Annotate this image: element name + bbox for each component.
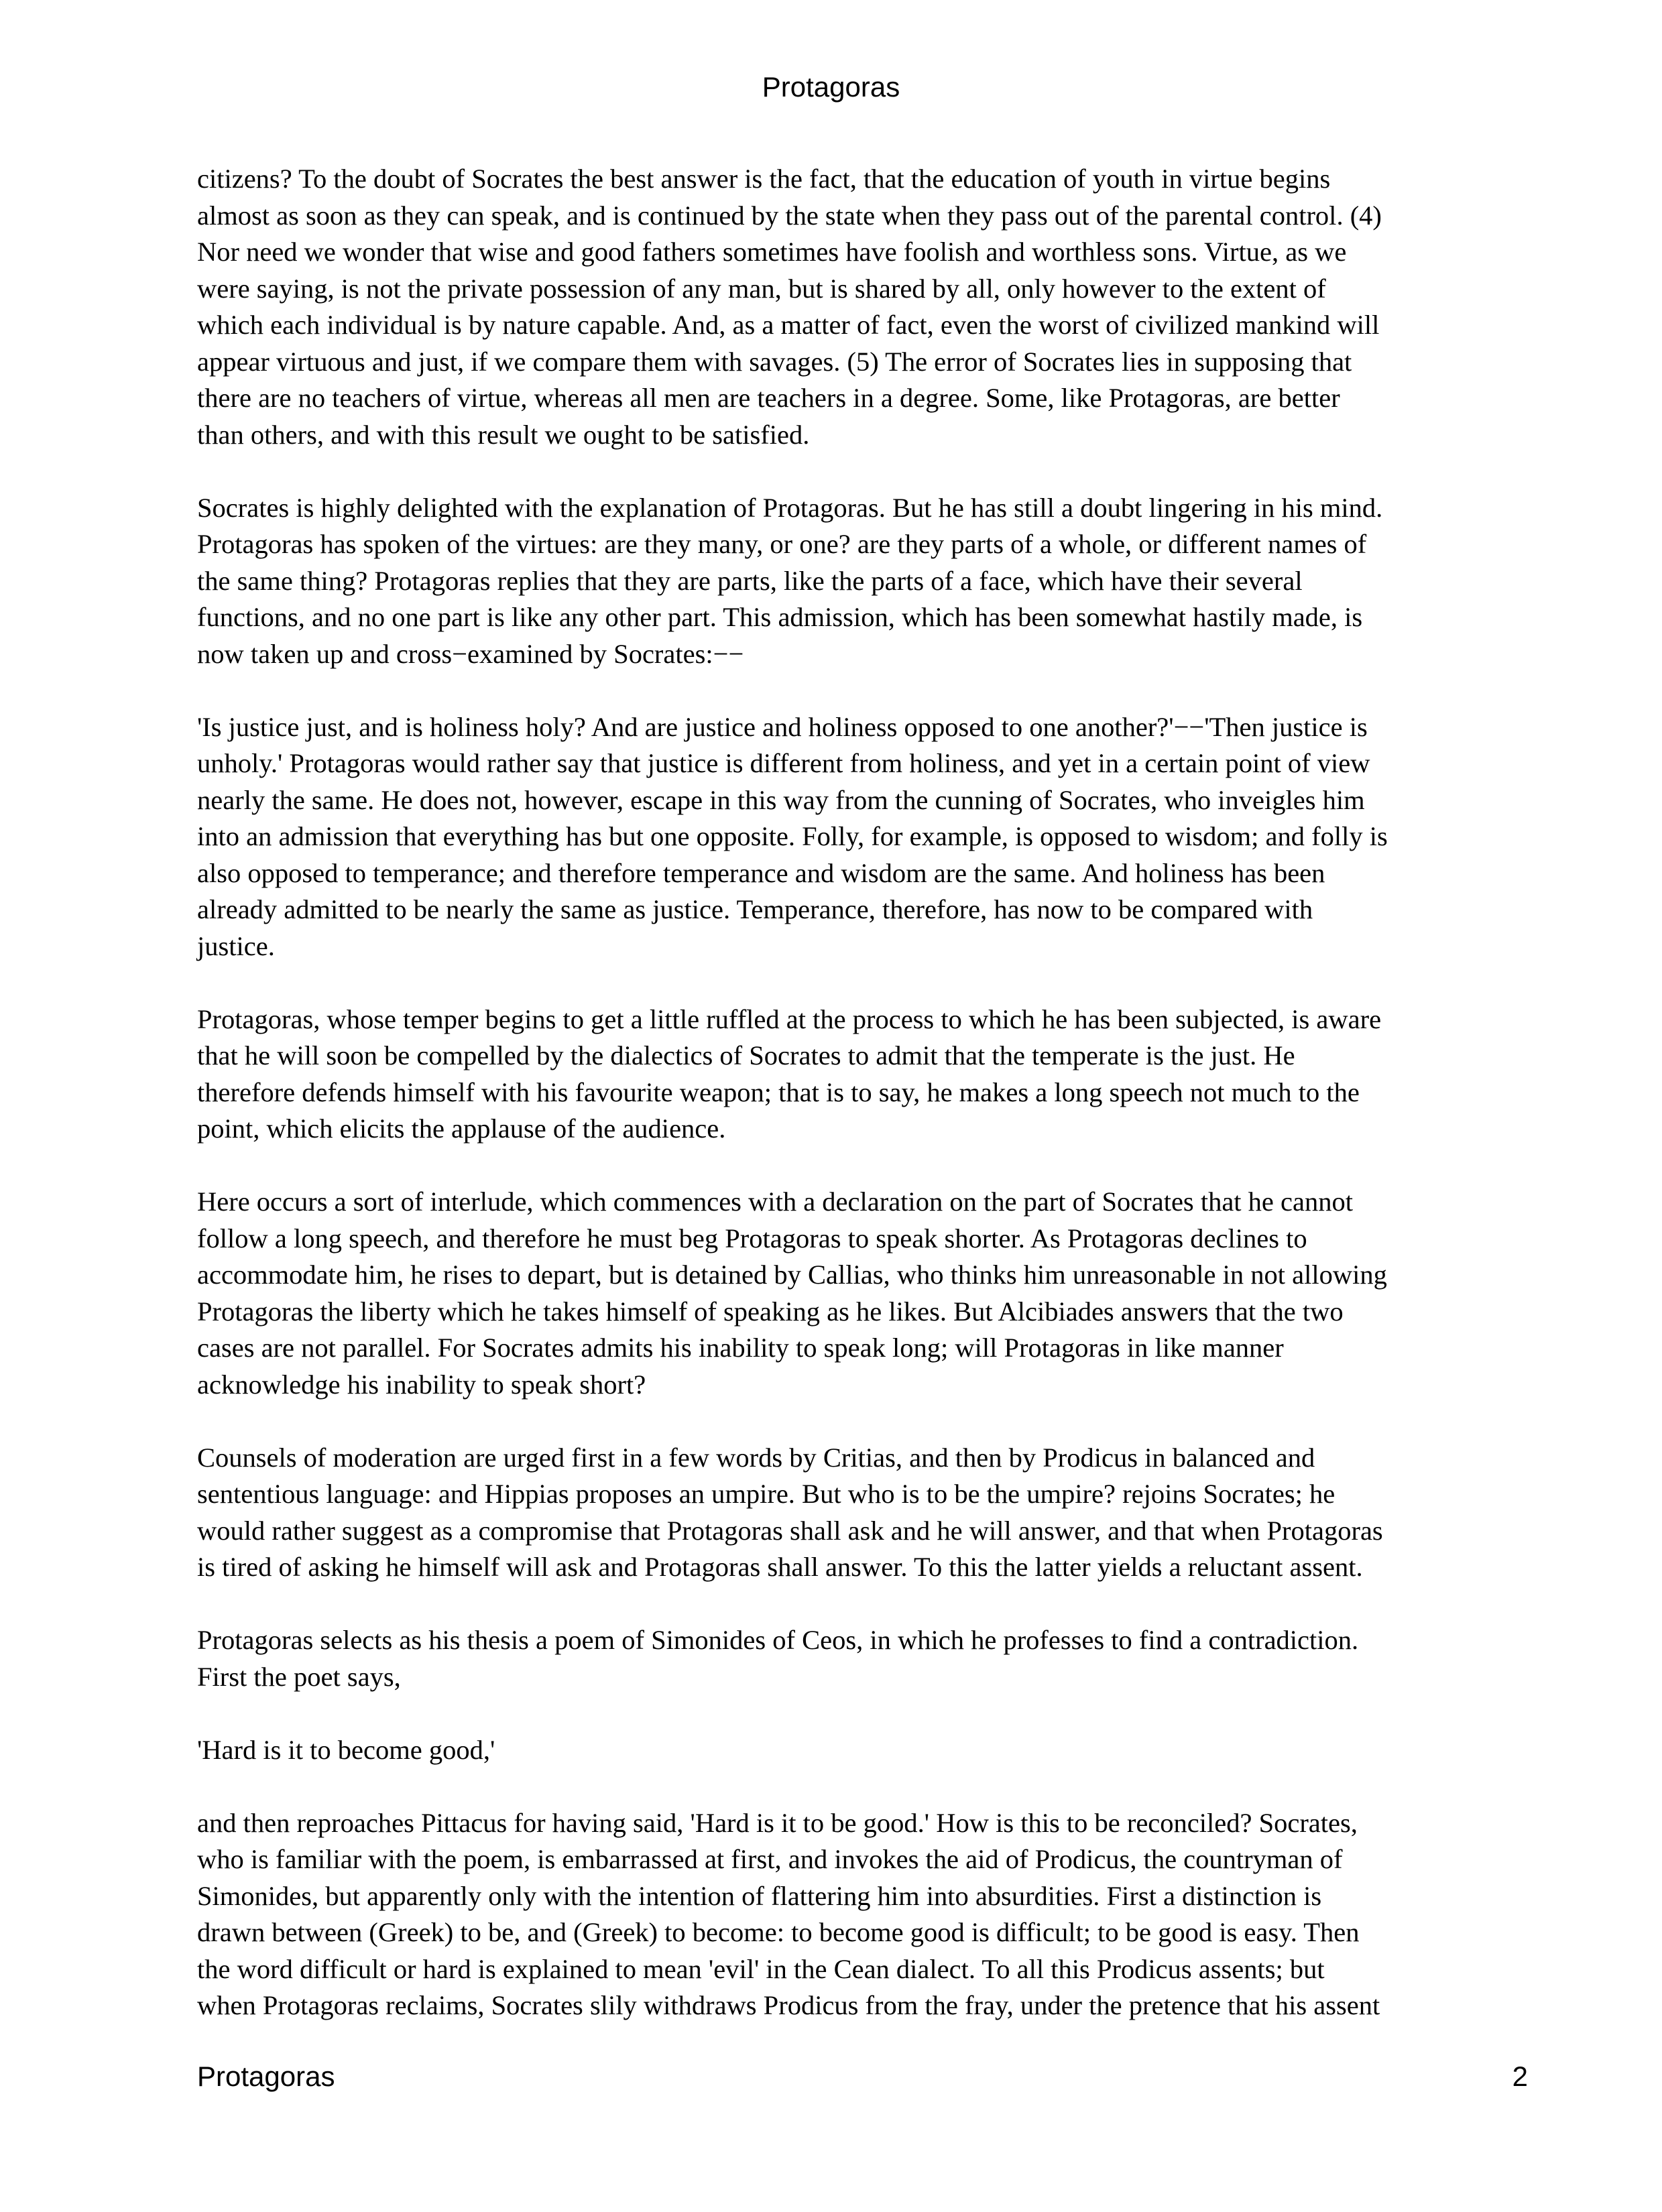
page-header-title: Protagoras bbox=[762, 71, 900, 103]
page-body bbox=[197, 161, 1545, 2061]
page-footer-title: Protagoras bbox=[197, 2061, 335, 2092]
page-number: 2 bbox=[1512, 2061, 1528, 2092]
paragraph: Counsels of moderation are urged first in a few words by Critias, and then by Prodicus in balanced and sententious language: and Hippias proposes an umpire. But who is to be the umpire? rejoins Socrates; he would rather suggest as a compromise that Protagoras shall ask and he will answer, and that when Protagoras is tired of asking he himself will ask and Protagoras shall answer. To this the latter yields a reluctant assent. bbox=[197, 1442, 1383, 1582]
paragraph: and then reproaches Pittacus for having said, 'Hard is it to be good.' How is this to be reconciled? Socrates, who is familiar with the poem, is embarrassed at first, and invokes the aid of Prodicus, the countryman of Simonides, but apparently only with the intention of flattering him into absurdities. First a distinction is drawn between (Greek) to be, and (Greek) to become: to become good is difficult; to be good is easy. Then the word difficult or hard is explained to mean 'evil' in the Cean dialect. To all this Prodicus assents; but when Protagoras reclaims, Socrates slily withdraws Prodicus from the fray, under the pretence that his assent bbox=[197, 1807, 1380, 2020]
paragraph: Protagoras selects as his thesis a poem of Simonides of Ceos, in which he professes to find a contradiction. First the poet says, bbox=[197, 1625, 1359, 1692]
paragraph: Protagoras, whose temper begins to get a little ruffled at the process to which he has been subjected, is aware that he will soon be compelled by the dialectics of Socrates to admit that the temperate is the just. He therefore defends himself with his favourite weapon; that is to say, he makes a long speech not much to the point, which elicits the applause of the audience. bbox=[197, 1003, 1382, 1144]
paragraph: Here occurs a sort of interlude, which commences with a declaration on the part of Socrates that he cannot follow a long speech, and therefore he must beg Protagoras to speak shorter. As Protagoras declines to accommodate him, he rises to depart, but is detained by Callias, who thinks him unreasonable in not allowing Protagoras the liberty which he takes himself of speaking as he likes. But Alcibiades answers that the two cases are not parallel. For Socrates admits his inability to speak long; will Protagoras in like manner acknowledge his inability to speak short? bbox=[197, 1186, 1387, 1400]
paragraph: citizens? To the doubt of Socrates the best answer is the fact, that the education of youth in virtue begins almost as soon as they can speak, and is continued by the state when they pass out of the parental control. (4) Nor need we wonder that wise and good fathers sometimes have foolish and worthless sons. Virtue, as we were saying, is not the private possession of any man, but is shared by all, only however to the extent of which each individual is by nature capable. And, as a matter of fact, even the worst of civilized mankind will appear virtuous and just, if we compare them with savages. (5) The error of Socrates lies in supposing that there are no teachers of virtue, whereas all men are teachers in a degree. Some, like Protagoras, are better than others, and with this result we ought to be satisfied. bbox=[197, 164, 1382, 450]
paragraph: 'Is justice just, and is holiness holy? And are justice and holiness opposed to one another?'−−'Then justice is unholy.' Protagoras would rather say that justice is different from holiness, and yet in a certain point of view nearly the same. He does not, however, escape in this way from the cunning of Socrates, who inveigles him into an admission that everything has but one opposite. Folly, for example, is opposed to wisdom; and folly is also opposed to temperance; and therefore temperance and wisdom are the same. And holiness has been already admitted to be nearly the same as justice. Temperance, therefore, has now to be compared with justice. bbox=[197, 711, 1388, 961]
quoted-verse: 'Hard is it to become good,' bbox=[197, 1734, 495, 1765]
paragraph: Socrates is highly delighted with the explanation of Protagoras. But he has still a doubt lingering in his mind. Protagoras has spoken of the virtues: are they many, or one? are they parts of a whole, or different names of the same thing? Protagoras replies that they are parts, like the parts of a face, which have their several functions, and no one part is like any other part. This admission, which has been somewhat hastily made, is now taken up and cross−examined by Socrates:−− bbox=[197, 492, 1383, 669]
